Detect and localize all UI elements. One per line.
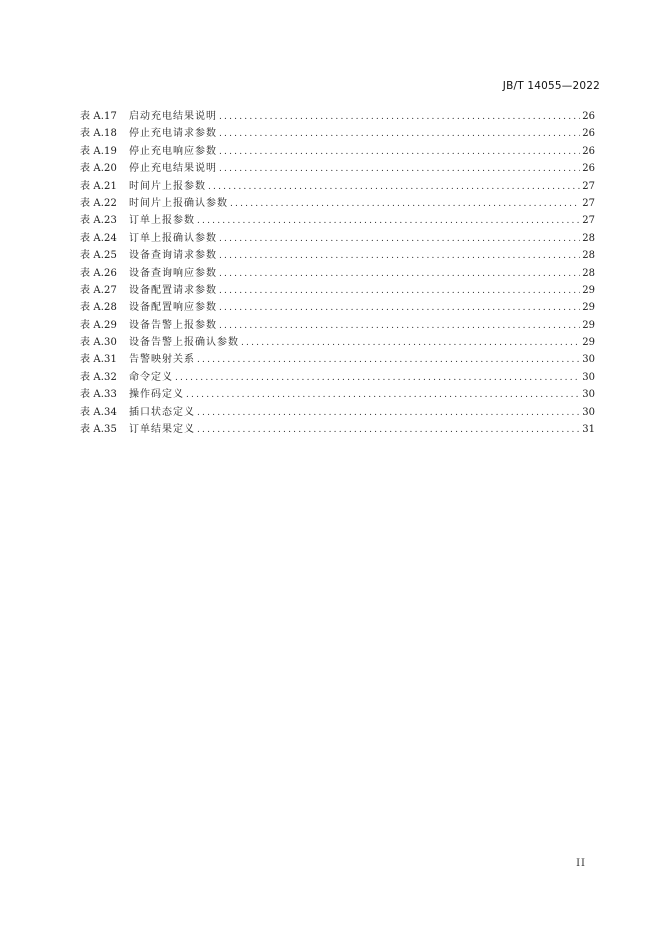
toc-page-number: 26 [582,128,595,140]
toc-table-number: 表 A.28 [80,302,117,314]
standard-code: JB/T 14055—2022 [502,80,600,92]
toc-table-title: 时间片上报参数 [129,180,206,192]
toc-page-number: 29 [582,337,595,349]
toc-page-number: 29 [582,284,595,296]
toc-dot-leader [219,231,580,248]
toc-table-title: 订单上报确认参数 [129,232,217,244]
toc-table-title: 设备查询响应参数 [129,267,217,279]
toc-table-title: 告警映射关系 [129,354,195,366]
toc-table-number: 表 A.35 [80,424,117,436]
toc-dot-leader [219,248,580,265]
toc-page-number: 26 [582,111,595,122]
toc-entry[interactable] [80,247,595,264]
toc-page-number: 28 [582,232,595,244]
toc-table-title: 启动充电结果说明 [129,111,217,122]
toc-table-number: 表 A.26 [80,267,117,279]
toc-dot-leader [208,179,580,196]
toc-dot-leader [230,196,580,213]
toc-table-number: 表 A.19 [80,145,117,157]
toc-entry[interactable] [80,317,595,334]
toc-page-number: 30 [582,371,595,383]
toc-table-number: 表 A.30 [80,337,117,349]
toc-table-number: 表 A.29 [80,319,117,331]
toc-entry[interactable] [80,421,595,438]
toc-table-title: 操作码定义 [129,389,184,401]
toc-dot-leader [219,300,580,317]
toc-entry[interactable] [80,404,595,421]
toc-dot-leader [241,335,580,352]
toc-page-number: 27 [582,215,595,227]
toc-entry[interactable] [80,178,595,195]
toc-entry[interactable] [80,386,595,403]
toc-dot-leader [197,213,580,230]
toc-entry[interactable] [80,195,595,212]
toc-table-number: 表 A.20 [80,163,117,175]
toc-table-title: 设备查询请求参数 [129,250,217,262]
toc-table-title: 订单上报参数 [129,215,195,227]
toc-page-number: 30 [582,389,595,401]
toc-table-number: 表 A.22 [80,197,117,209]
toc-page-number: 29 [582,302,595,314]
toc-dot-leader [219,161,580,178]
toc-page-number: 27 [582,197,595,209]
toc-entry[interactable] [80,212,595,229]
table-of-contents [80,108,595,438]
toc-dot-leader [197,405,580,422]
toc-dot-leader [219,318,580,335]
toc-page-number: 31 [582,424,595,436]
toc-table-number: 表 A.32 [80,371,117,383]
toc-entry[interactable] [80,143,595,160]
toc-table-title: 停止充电响应参数 [129,145,217,157]
toc-dot-leader [175,370,580,387]
toc-dot-leader [186,387,580,404]
toc-table-title: 插口状态定义 [129,406,195,418]
toc-page-number: 28 [582,250,595,262]
toc-page-number: 29 [582,319,595,331]
toc-table-number: 表 A.21 [80,180,117,192]
toc-entry[interactable] [80,299,595,316]
toc-table-title: 命令定义 [129,371,173,383]
toc-dot-leader [219,283,580,300]
toc-table-number: 表 A.25 [80,250,117,262]
toc-table-title: 停止充电结果说明 [129,163,217,175]
toc-page-number: 30 [582,406,595,418]
toc-entry[interactable] [80,230,595,247]
toc-dot-leader [219,126,580,143]
toc-table-number: 表 A.31 [80,354,117,366]
toc-dot-leader [219,109,580,126]
toc-entry[interactable] [80,108,595,125]
page-number: II [576,858,586,869]
toc-table-title: 设备告警上报确认参数 [129,337,239,349]
toc-entry[interactable] [80,369,595,386]
toc-table-number: 表 A.27 [80,284,117,296]
toc-table-title: 设备告警上报参数 [129,319,217,331]
toc-page-number: 27 [582,180,595,192]
toc-table-title: 订单结果定义 [129,424,195,436]
toc-table-title: 时间片上报确认参数 [129,197,228,209]
toc-entry[interactable] [80,160,595,177]
toc-entry[interactable] [80,125,595,142]
toc-page-number: 30 [582,354,595,366]
toc-dot-leader [197,422,580,439]
toc-entry[interactable] [80,282,595,299]
toc-page-number: 26 [582,163,595,175]
toc-table-number: 表 A.33 [80,389,117,401]
toc-dot-leader [197,352,580,369]
toc-table-number: 表 A.34 [80,406,117,418]
toc-entry[interactable] [80,351,595,368]
toc-entry[interactable] [80,265,595,282]
toc-page-number: 28 [582,267,595,279]
toc-table-title: 设备配置响应参数 [129,302,217,314]
toc-table-number: 表 A.18 [80,128,117,140]
toc-table-title: 设备配置请求参数 [129,284,217,296]
toc-dot-leader [219,266,580,283]
toc-dot-leader [219,144,580,161]
toc-table-number: 表 A.17 [80,111,117,122]
toc-page-number: 26 [582,145,595,157]
toc-table-number: 表 A.23 [80,215,117,227]
toc-table-number: 表 A.24 [80,232,117,244]
toc-entry[interactable] [80,334,595,351]
toc-table-title: 停止充电请求参数 [129,128,217,140]
